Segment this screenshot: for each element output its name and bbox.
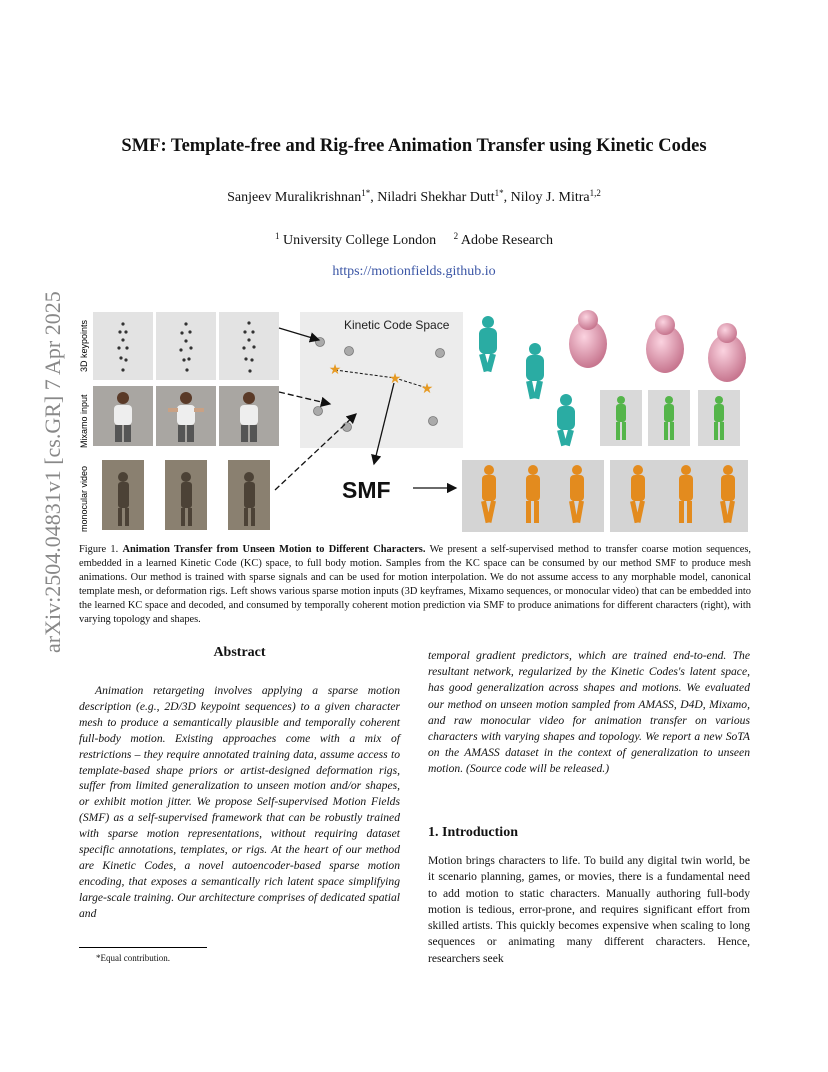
keypoint-frames (93, 312, 279, 380)
row-label-monocular-video: monocular video (79, 465, 89, 532)
mixamo-input-frames (93, 386, 279, 446)
teaser-figure (76, 310, 756, 535)
author-affiliation-mark: 1,2 (589, 188, 601, 198)
arxiv-identifier: arXiv:2504.04831v1 [cs.GR] 7 Apr 2025 (40, 291, 65, 653)
kinetic-code-space-label: Kinetic Code Space (344, 318, 450, 332)
author-name: Niladri Shekhar Dutt (377, 190, 495, 205)
orange-output-frames (462, 460, 748, 532)
affiliation-mark: 1 (274, 231, 280, 241)
kinetic-code-space-diagram (300, 312, 463, 448)
row-label-3d-keypoints: 3D keypoints (79, 319, 89, 372)
teal-character-renders (479, 316, 575, 446)
pink-creature-renders (569, 310, 746, 382)
figure-caption-text: We present a self-supervised method to transfer coarse motion sequences, embedded in a learned Kinetic Code (KC) space, to full body motion. Samples from the KC space can be consumed by our method SMF to produce mesh animations. Our method is trained with sparse signals and can be used for motion interpolation. We do not assume access to any morphable model, canonical template mesh, or deformation rigs. Left shows various sparse motion inputs (3D keyframes, Mixamo sequences, or monocular video) that can be embedded into the learned KC space and decoded, and consumed by temporally coherent motion prediction via SMF to produce animations for different characters (right), with varying topology and shapes. (79, 544, 751, 626)
figure-caption-number: Figure 1. (79, 544, 119, 555)
affiliation-name: University College London (282, 233, 437, 248)
affiliations (0, 233, 828, 249)
abstract-text-right: temporal gradient predictors, which are trained end-to-end. The resultant network, regularized by the Kinetic Codes's latent space, has good generalization across shapes and motions. We evaluated our method on unseen motion sampled from AMASS, D4D, Mixamo, and raw monocular video for animation transfer on various characters with varying shapes and topology. We report a new SoTA on the AMASS dataset in the context of generalization to unseen motion. (Source code will be released.) (428, 649, 750, 776)
paper-title: SMF: Template-free and Rig-free Animation Transfer using Kinetic Codes (121, 136, 707, 156)
abstract-heading: Abstract (213, 645, 266, 660)
project-url-link[interactable]: https://motionfields.github.io (332, 264, 496, 279)
author-name: Sanjeev Muralikrishnan (227, 190, 362, 205)
introduction-text: Motion brings characters to life. To build any digital twin world, be it scenario planning, games, or movies, there is a fundamental need to add motion to static characters. Manually authoring full-body motion is tedious, error-prone, and requires significant effort from skilled artists. This quickly becomes expensive when scaling to long sequences or animating many different characters. Hence, researchers seek (428, 854, 750, 965)
footnote: *Equal contribution. (96, 953, 170, 963)
green-character-frames (600, 390, 740, 446)
footnote-rule (79, 947, 207, 948)
svg-text:★: ★ (328, 361, 342, 377)
affiliation-mark: 2 (453, 231, 459, 241)
row-label-mixamo-input: Mixamo input (79, 394, 89, 448)
affiliation-name: Adobe Research (460, 233, 554, 248)
monocular-video-frames (102, 460, 270, 530)
teaser-figure-graphic (76, 310, 756, 535)
svg-text:★: ★ (420, 380, 434, 396)
author-list: Sanjeev Muralikrishnan$^{1*}$, Niladri Shekhar Dutt$^{1*}$, Niloy J. Mitra$^{1,2}$ (227, 188, 601, 205)
author-name: Niloy J. Mitra (510, 190, 590, 205)
author-affiliation-mark: 1* (361, 188, 371, 198)
figure-caption (79, 543, 751, 628)
figure-caption-title: Animation Transfer from Unseen Motion to Different Characters. (122, 544, 426, 555)
svg-text:★: ★ (388, 370, 402, 386)
introduction-heading: 1. Introduction (428, 825, 518, 840)
smf-label: SMF (342, 477, 391, 503)
abstract-text-left: Animation retargeting involves applying a sparse motion description (e.g., 2D/3D keypoint sequences) to a given character mesh to produce a semantically plausible and temporally coherent full-body motion. Existing approaches come with a mix of restrictions – they require annotated training data, assume access to template-based shape priors or artist-designed deformation rigs, suffer from limited generalization to unseen motion and/or shapes, or exhibit motion jitter. We propose Self-supervised Motion Fields (SMF) as a self-supervised framework that can be robustly trained with sparse motion representations, without requiring dataset specific annotations, templates, or rigs. At the heart of our method are Kinetic Codes, a novel autoencoder-based sparse motion encoding, that exposes a semantically rich latent space simplifying large-scale training. Our architecture comprises of dedicated spatial and (79, 684, 400, 920)
author-affiliation-mark: 1* (494, 188, 504, 198)
